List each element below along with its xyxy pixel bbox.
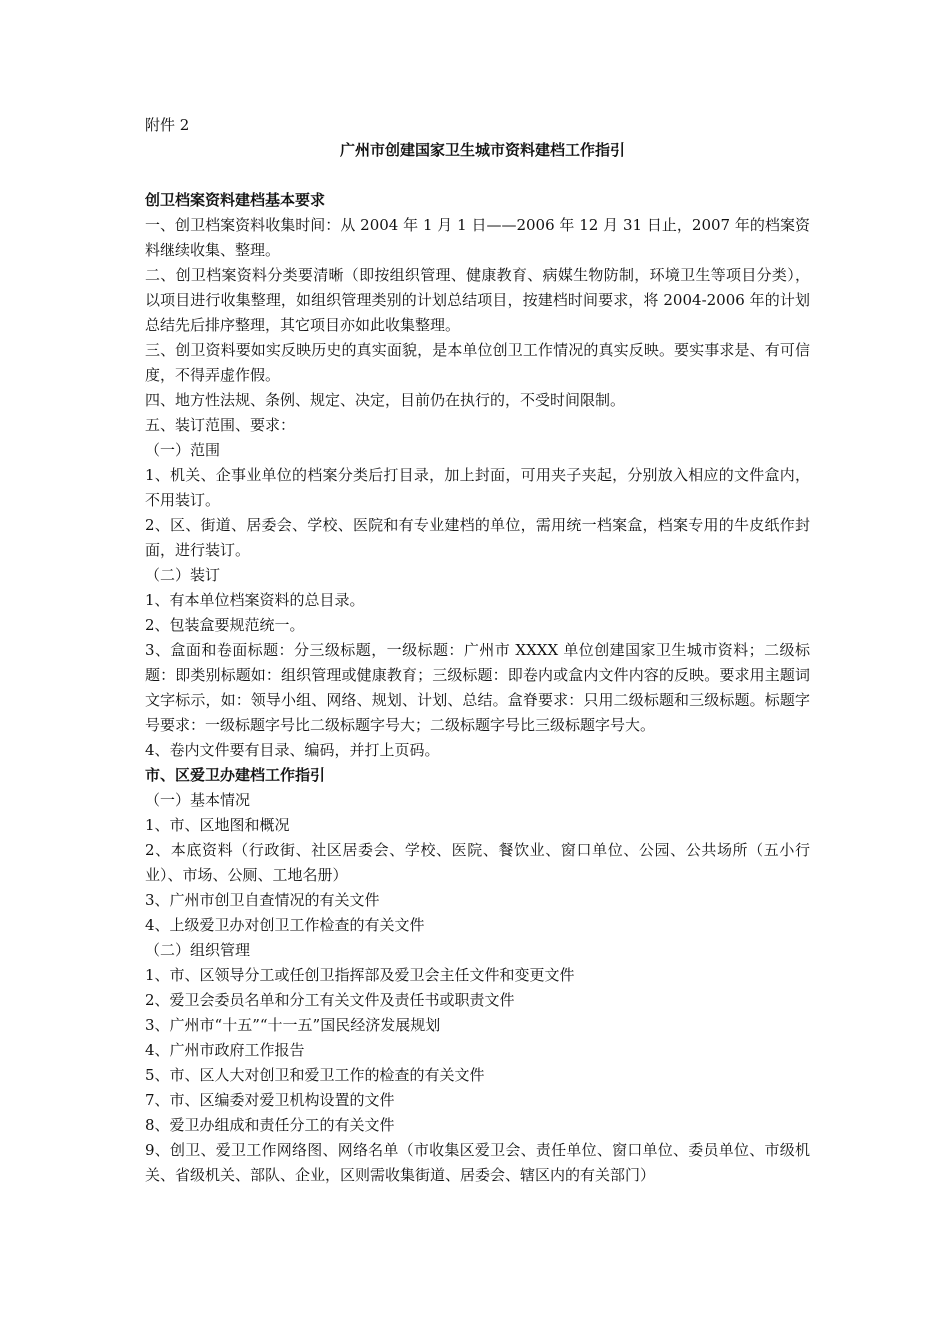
list-item: 8、爱卫办组成和责任分工的有关文件: [145, 1116, 395, 1134]
paragraph: 二、创卫档案资料分类要清晰（即按组织管理、健康教育、病媒生物防制，环境卫生等项目分类），以项目进行收集整理，如组织管理类别的计划总结项目，按建档时间要求，将 2004-2006 年的计划总结先后排序整理，其它项目亦如此收集整理。: [145, 266, 810, 334]
paragraph: 五、装订范围、要求：: [145, 416, 296, 434]
list-item: 2、爱卫会委员名单和分工有关文件及责任书或职责文件: [145, 991, 515, 1009]
list-item: 9、创卫、爱卫工作网络图、网络名单（市收集区爱卫会、责任单位、窗口单位、委员单位、市级机关、省级机关、部队、企业，区则需收集街道、居委会、辖区内的有关部门）: [145, 1141, 810, 1184]
list-item: 5、市、区人大对创卫和爱卫工作的检查的有关文件: [145, 1066, 485, 1084]
paragraph: 四、地方性法规、条例、规定、决定，目前仍在执行的，不受时间限制。: [145, 391, 626, 409]
section-archive-guide: [145, 788, 810, 1188]
document-page: [145, 113, 810, 1188]
document-title: 广州市创建国家卫生城市资料建档工作指引: [339, 141, 625, 159]
list-item: 1、市、区地图和概况: [145, 816, 290, 834]
paragraph: 2、区、街道、居委会、学校、医院和有专业建档的单位，需用统一档案盒，档案专用的牛皮纸作封面，进行装订。: [145, 516, 810, 559]
attachment-label: 附件 2: [145, 116, 190, 134]
subheading: （一）基本情况: [145, 791, 251, 809]
paragraph: 一、创卫档案资料收集时间：从 2004 年 1 月 1 日——2006 年 12 月 31 日止，2007 年的档案资料继续收集、整理。: [145, 216, 810, 259]
list-item: 4、广州市政府工作报告: [145, 1041, 305, 1059]
section-heading-archive-guide: 市、区爱卫办建档工作指引: [145, 766, 326, 784]
list-item: 1、市、区领导分工或任创卫指挥部及爱卫会主任文件和变更文件: [145, 966, 575, 984]
list-item: 7、市、区编委对爱卫机构设置的文件: [145, 1091, 395, 1109]
paragraph: 2、包装盒要规范统一。: [145, 616, 305, 634]
section-heading-basic-requirements: 创卫档案资料建档基本要求: [145, 191, 326, 209]
list-item: 2、本底资料（行政街、社区居委会、学校、医院、餐饮业、窗口单位、公园、公共场所（五小行业）、市场、公厕、工地名册）: [145, 841, 810, 884]
section-basic-requirements: [145, 213, 810, 763]
paragraph: 3、盒面和卷面标题：分三级标题，一级标题：广州市 XXXX 单位创建国家卫生城市资料；二级标题：即类别标题如：组织管理或健康教育；三级标题：即卷内或盒内文件内容的反映。要求用主题词文字标示，如：领导小组、网络、规划、计划、总结。盒脊要求：只用二级标题和三级标题。标题字号要求：一级标题字号比二级标题字号大；二级标题字号比三级标题字号大。: [145, 641, 810, 734]
subheading: （二）装订: [145, 566, 221, 584]
list-item: 4、上级爱卫办对创卫工作检查的有关文件: [145, 916, 425, 934]
spacer: [145, 163, 810, 188]
paragraph: 1、机关、企事业单位的档案分类后打目录，加上封面，可用夹子夹起，分别放入相应的文件盒内，不用装订。: [145, 466, 810, 509]
subheading: （二）组织管理: [145, 941, 251, 959]
list-item: 3、广州市“十五”“十一五”国民经济发展规划: [145, 1016, 441, 1034]
list-item: 3、广州市创卫自查情况的有关文件: [145, 891, 380, 909]
paragraph: 1、有本单位档案资料的总目录。: [145, 591, 365, 609]
subheading: （一）范围: [145, 441, 221, 459]
paragraph: 4、卷内文件要有目录、编码，并打上页码。: [145, 741, 440, 759]
paragraph: 三、创卫资料要如实反映历史的真实面貌，是本单位创卫工作情况的真实反映。要实事求是、有可信度，不得弄虚作假。: [145, 341, 810, 384]
